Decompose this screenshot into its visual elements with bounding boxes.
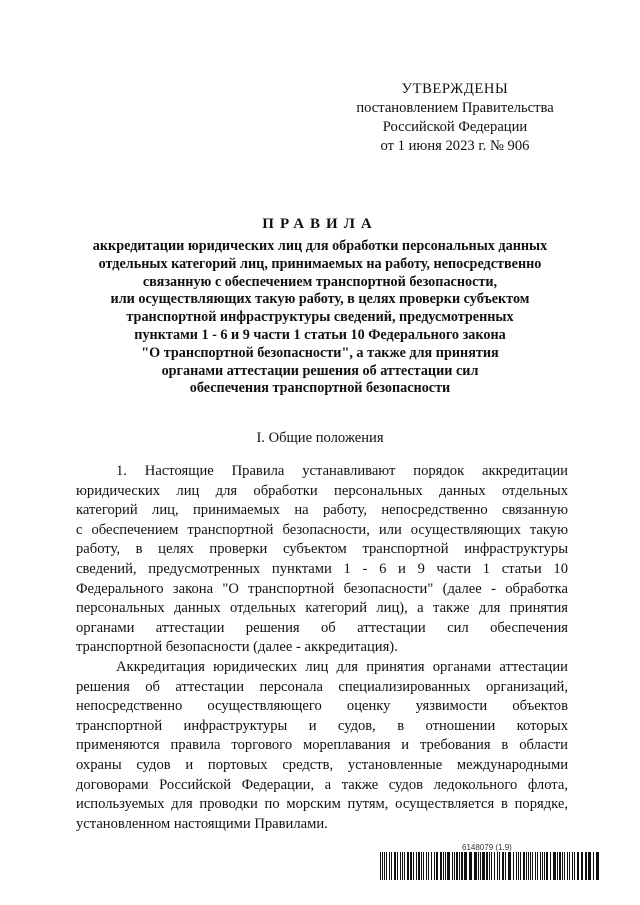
document-subtitle [40,238,600,398]
document-code: 6148079 (1.9) [462,843,512,852]
subtitle-line: аккредитации юридических лиц для обработки персональных данных [92,238,548,254]
paragraph-line: транспортной безопасности (далее - аккредитация). [76,639,398,656]
paragraph-line: решения об аттестации персонала специализированных организаций, [76,678,568,695]
paragraph-line: 1. Настоящие Правила устанавливают порядок аккредитации [116,463,568,479]
paragraph-line: транспортной инфраструктуры и судов, в отношении которых [76,717,568,734]
approval-line: постановлением Правительства [356,100,554,116]
paragraph-line: органами аттестации решения об аттестации сил обеспечения [76,619,568,636]
paragraph-line: охраны судов и портовых средств, установленные международными [76,756,568,773]
document-body [76,462,568,834]
approval-block [330,80,580,156]
approval-line: Российской Федерации [382,119,528,135]
paragraph-line: договорами Российской Федерации, а также судов ледокольного флота, [76,776,568,793]
section-heading: I. Общие положения [256,430,384,446]
paragraph-line: Федерального закона "О транспортной безопасности" (далее - обработка [76,580,568,597]
subtitle-line: отдельных категорий лиц, принимаемых на работу, непосредственно [98,255,542,272]
document-title: ПРАВИЛА [262,216,378,232]
paragraph-line: персональных данных отдельных категорий лиц), а также для принятия [76,600,568,617]
paragraph-line: Аккредитация юридических лиц для принятия органами аттестации [116,658,568,675]
paragraph-line: используемых для проводки по морским путям, осуществляется в порядке, [76,796,568,813]
paragraph-line: с обеспечением транспортной безопасности, или осуществляющих такую [76,521,568,538]
paragraph-line: категорий лиц, принимаемых на работу, непосредственно связанную [76,502,568,519]
subtitle-line: или осуществляющих такую работу, в целях проверки субъектом [110,291,530,308]
paragraph-line: юридических лиц для обработки персональных данных отдельных [76,482,568,499]
subtitle-line: связанную с обеспечением транспортной безопасности, [142,273,498,290]
subtitle-line: обеспечения транспортной безопасности [189,380,451,397]
subtitle-line: органами аттестации решения об аттестации сил [161,362,479,379]
subtitle-line: пунктами 1 - 6 и 9 части 1 статьи 10 Федерального закона [134,326,506,343]
paragraph-line: сведений, предусмотренных пунктами 1 - 6 и 9 части 1 статьи 10 [76,560,568,577]
subtitle-line: "О транспортной безопасности", а также для принятия [141,344,499,361]
paragraph-line: непосредственно осуществляющего оценку уязвимости объектов [76,698,568,715]
barcode-image [380,852,600,880]
approval-date-number: от 1 июня 2023 г. № 906 [380,138,530,154]
approval-heading: УТВЕРЖДЕНЫ [401,81,509,97]
paragraph-line: работу, в целях проверки субъектом транспортной инфраструктуры [76,541,568,558]
subtitle-line: транспортной инфраструктуры сведений, предусмотренных [126,309,514,326]
paragraph-line: установленном настоящими Правилами. [76,815,328,832]
paragraph-line: применяются правила торгового мореплавания и требования в области [76,737,568,754]
